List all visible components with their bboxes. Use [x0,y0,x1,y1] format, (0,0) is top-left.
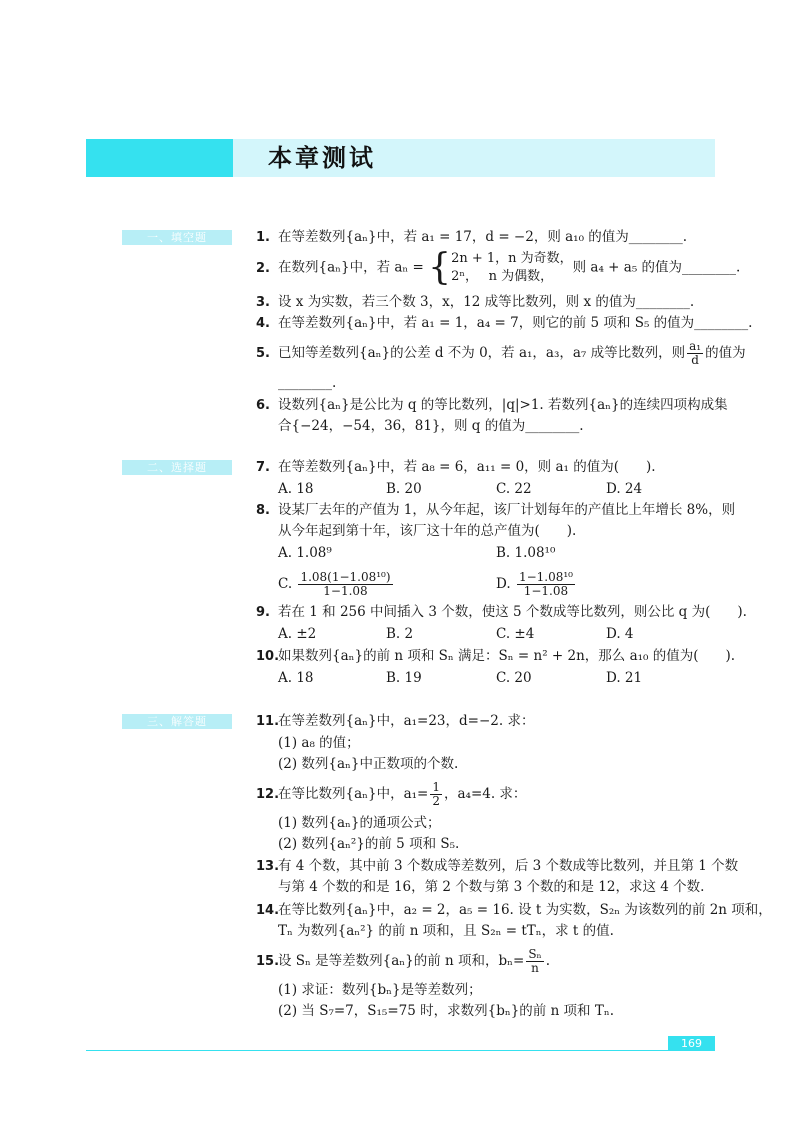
fraction-numerator: 1.08(1−1.08¹⁰) [300,570,391,584]
option-a[interactable]: A. ±2 [278,626,317,642]
question-number: 3. [256,295,270,310]
options-q7 [278,479,718,499]
option-d[interactable]: D. 21 [606,670,643,686]
sub-question: (1) a₈ 的值； [278,735,360,751]
option-a[interactable]: A. 1.08⁹ [278,545,332,561]
question-11 [256,711,716,732]
question-text: 若在 1 和 256 中间插入 3 个数，使这 5 个数成等比数列，则公比 q 为( ). [278,604,747,620]
chapter-title: 本章测试 [268,144,376,172]
option-c[interactable]: C. 20 [496,670,532,686]
option-label: D. [496,576,511,592]
option-c[interactable]: C. ±4 [496,626,535,642]
question-text-line2: Tₙ 为数列{aₙ²} 的前 n 项和，且 S₂ₙ = tTₙ，求 t 的值. [278,923,614,939]
question-text: 设 x 为实数，若三个数 3，x，12 成等比数列，则 x 的值为________. [278,294,695,310]
fraction [687,340,703,367]
section-tag-fill-blank: 一、填空题 [122,230,232,245]
question-number: 5. [256,346,270,361]
question-text-post: 的值为 [705,345,746,361]
fraction-denominator: n [531,961,539,975]
question-number: 2. [256,260,270,276]
option-b[interactable]: B. 19 [386,670,422,686]
question-text-line2: 与第 4 个数的和是 16，第 2 个数与第 3 个数的和是 12，求这 4 个数. [278,879,705,895]
question-text: 如果数列{aₙ}的前 n 项和 Sₙ 满足：Sₙ = n² + 2n，那么 a₁₀ 的值为( ). [278,648,736,664]
sub-question: (1) 数列{aₙ}的通项公式； [278,815,441,831]
question-number: 7. [256,460,270,475]
fraction-denominator: 1−1.08 [323,584,368,598]
sub-question: (2) 数列{aₙ²}的前 5 项和 S₅. [278,836,460,852]
options-q9 [278,624,718,644]
options-q10 [278,668,718,688]
question-text-post: ，a₄=4. 求： [443,786,527,802]
question-13 [256,856,739,898]
question-number: 8. [256,503,270,518]
piecewise-cases [451,250,573,286]
question-text-pre: 在数列{aₙ}中，若 aₙ = [278,259,424,276]
fraction [517,571,575,598]
question-text-pre: 已知等差数列{aₙ}的公差 d 不为 0，若 a₁，a₃，a₇ 成等比数列，则 [278,345,686,361]
question-8 [256,500,736,542]
question-text: 在等差数列{aₙ}中，若 a₈ = 6，a₁₁ = 0，则 a₁ 的值为( ). [278,459,656,475]
question-number: 12. [256,787,280,802]
question-9 [256,602,747,623]
question-text-post: . [545,953,551,969]
section-tag-choice: 二、选择题 [122,460,232,475]
option-a[interactable]: A. 18 [278,670,314,686]
question-text-pre: 在等比数列{aₙ}中，a₁= [278,786,429,802]
fraction-denominator: 1−1.08 [523,584,569,598]
option-c[interactable] [278,568,395,600]
question-text-line1: 在等比数列{aₙ}中，a₂ = 2，a₅ = 16. 设 t 为实数，S₂ₙ 为该数列的前 2n 项和， [278,902,772,918]
question-number: 13. [256,859,280,874]
option-a[interactable]: A. 18 [278,481,314,497]
fraction [430,781,442,808]
question-text-line1: 设数列{aₙ}是公比为 q 的等比数列，|q|>1. 若数列{aₙ}的连续四项构成集 [278,397,728,413]
sub-question: (2) 数列{aₙ}中正数项的个数. [278,756,459,772]
options-q8-row1 [278,543,718,563]
case-even: 2ⁿ， n 为偶数， [451,269,554,284]
question-text-line1: 有 4 个数，其中前 3 个数成等差数列，后 3 个数成等比数列，并且第 1 个数 [278,858,739,874]
fraction [526,948,543,975]
fraction-denominator: 2 [432,794,440,808]
question-number: 6. [256,398,270,413]
question-text-post: 则 a₄ + a₅ 的值为________. [572,259,741,276]
question-text: 在等差数列{aₙ}中，若 a₁ = 17，d = −2，则 a₁₀ 的值为________. [278,229,688,245]
options-q8-row2 [278,568,718,600]
option-d[interactable]: D. 24 [606,481,643,497]
option-d[interactable]: D. 4 [606,626,634,642]
question-15 [256,944,716,979]
option-c[interactable]: C. 22 [496,481,532,497]
fraction-numerator: 1−1.08¹⁰ [518,570,573,584]
question-text-line2: 合{−24，−54，36，81}，则 q 的值为________. [278,418,584,434]
cases-brace: { [428,247,452,288]
question-14 [256,900,772,942]
question-7 [256,457,716,478]
section-tag-answer: 三、解答题 [122,714,232,729]
question-4 [256,313,753,334]
question-text-pre: 设 Sₙ 是等差数列{aₙ}的前 n 项和，bₙ= [278,953,525,969]
question-6 [256,395,728,437]
option-b[interactable]: B. 20 [386,481,422,497]
page-number: 169 [668,1036,715,1051]
question-number: 4. [256,316,270,331]
fraction-denominator: d [691,353,699,367]
option-label: C. [278,576,293,592]
case-odd: 2n + 1，n 为奇数， [451,251,573,266]
question-text-line2: 从今年起到第十年，该厂这十年的总产值为( ). [278,523,577,539]
sub-question: (1) 求证：数列{bₙ}是等差数列； [278,982,482,998]
option-b[interactable]: B. 1.08¹⁰ [496,545,556,561]
fraction [298,571,392,598]
question-number: 15. [256,954,280,969]
question-number: 9. [256,605,270,620]
question-number: 10. [256,649,280,664]
option-d[interactable] [496,568,577,600]
question-2 [256,247,741,288]
fraction-numerator: 1 [432,780,440,794]
question-1 [256,227,716,248]
fraction-numerator: Sₙ [528,947,542,961]
chapter-header-accent [86,139,233,177]
option-b[interactable]: B. 2 [386,626,414,642]
question-number: 14. [256,903,280,918]
question-text-line1: 设某厂去年的产值为 1，从今年起，该厂计划每年的产值比上年增长 8%，则 [278,502,736,518]
question-text: 在等差数列{aₙ}中，a₁=23，d=−2. 求： [278,713,535,729]
question-5 [256,339,746,394]
footer-rule [86,1050,715,1051]
question-text: 在等差数列{aₙ}中，若 a₁ = 1，a₄ = 7，则它的前 5 项和 S₅ 的值为________. [278,315,753,331]
fraction-numerator: a₁ [689,339,702,353]
answer-blank: ________. [278,375,337,391]
question-10 [256,646,736,667]
question-3 [256,292,716,313]
question-number: 1. [256,230,270,245]
sub-question: (2) 当 S₇=7，S₁₅=75 时，求数列{bₙ}的前 n 项和 Tₙ. [278,1003,614,1019]
question-number: 11. [256,714,280,729]
question-12 [256,777,716,812]
